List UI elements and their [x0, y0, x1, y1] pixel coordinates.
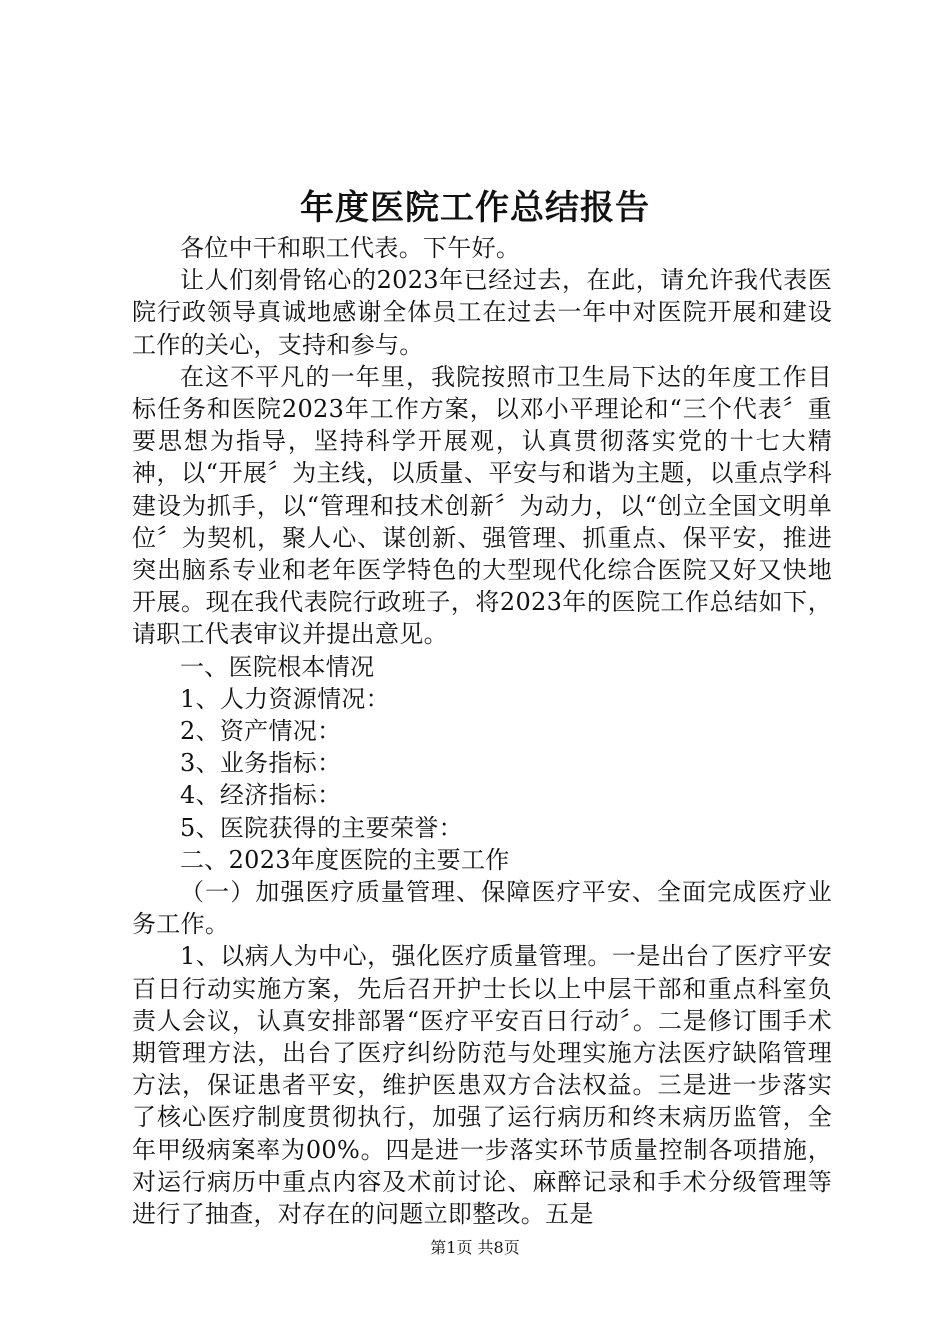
paragraph-patient-centered: 1、以病人为中心，强化医疗质量管理。一是出台了医疗平安百日行动实施方案，先后召开护士长以上中层干部和重点科室负责人会议，认真安排部署“医疗平安百日行动〞。二是修订围手术期管理方法，出台了医疗纠纷防范与处理实施方法医疗缺陷管理方法，保证患者平安，维护医患双方合法权益。三是进一步落实了核心医疗制度贯彻执行，加强了运行病历和终末病历监管，全年甲级病案率为00%。四是进一步落实环节质量控制各项措施，对运行病历中重点内容及术前讨论、麻醉记录和手术分级管理等进行了抽查，对存在的问题立即整改。五是 [132, 942, 832, 1229]
list-item-assets: 2、资产情况： [180, 717, 342, 746]
list-item-business-indicators: 3、业务指标： [180, 749, 342, 778]
list-item-human-resources: 1、人力资源情况： [180, 684, 390, 713]
paragraph-overview: 在这不平凡的一年里，我院按照市卫生局下达的年度工作目标任务和医院2023年工作方案，以邓小平理论和“三个代表〞重要思想为指导，坚持科学开展观，认真贯彻落实党的十七大精神，以“开展〞为主线，以质量、平安与和谐为主题，以重点学科建设为抓手，以“管理和技术创新〞为动力，以“创立全国文明单位〞为契机，聚人心、谋创新、强管理、抓重点、保平安，推进突出脑系专业和老年医学特色的大型现代化综合医院又好又快地开展。现在我代表院行政班子，将2023年的医院工作总结如下，请职工代表审议并提出意见。 [132, 362, 832, 649]
paragraph-thanks: 让人们刻骨铭心的2023年已经过去，在此，请允许我代表医院行政领导真诚地感谢全体员工在过去一年中对医院开展和建设工作的关心，支持和参与。 [132, 266, 832, 359]
paragraph-greeting: 各位中干和职工代表。下午好。 [180, 234, 521, 262]
section-heading-main-work: 二、2023年度医院的主要工作 [180, 845, 510, 874]
subsection-heading-medical-quality: （一）加强医疗质量管理、保障医疗平安、全面完成医疗业务工作。 [132, 878, 832, 939]
document-title: 年度医院工作总结报告 [300, 188, 650, 228]
page-indicator: 第1页 共8页 [430, 1238, 520, 1257]
document-body [132, 232, 832, 1230]
list-item-honors: 5、医院获得的主要荣誉： [180, 813, 463, 842]
list-item-economic-indicators: 4、经济指标： [180, 781, 342, 810]
section-heading-basic-info: 一、医院根本情况 [180, 652, 375, 681]
